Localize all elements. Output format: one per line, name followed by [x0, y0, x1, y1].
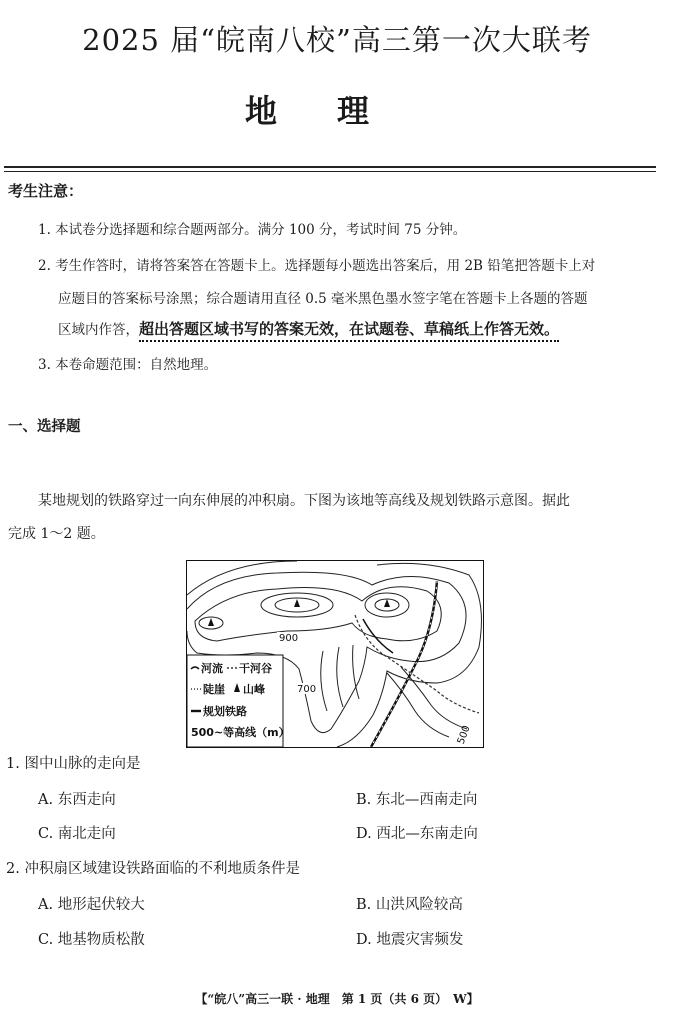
page-footer: 【“皖八”高三一联 · 地理 第 1 页（共 6 页） W】 [195, 992, 479, 1006]
exam-title: 2025 届“皖南八校”高三第一次大联考 [82, 23, 592, 57]
question-2-option-c: C. 地基物质松散 [38, 932, 145, 948]
contour-label-500: 500 [455, 724, 473, 746]
subject-title: 地理 [244, 92, 429, 130]
notice-item-2-line-3-prefix: 区域内作答， [58, 322, 139, 338]
contour-label-700: 700 [297, 684, 317, 695]
notice-item-2-line-1: 2. 考生作答时，请将答案答在答题卡上。选择题每小题选出答案后，用 2B 铅笔把答题卡上对 [38, 258, 596, 274]
question-1-stem: 1. 图中山脉的走向是 [6, 756, 141, 772]
notice-heading: 考生注意： [8, 182, 84, 200]
notice-item-2-line-2: 应题目的答案标号涂黑；综合题请用直径 0.5 毫米黑色墨水签字笔在答题卡上各题的答题 [58, 291, 588, 307]
question-2-option-b: B. 山洪风险较高 [356, 897, 463, 913]
question-2-option-d: D. 地震灾害频发 [356, 932, 464, 948]
notice-item-2-line-3 [58, 318, 559, 339]
legend-railway: 规划铁路 [203, 705, 247, 718]
railway-line [371, 581, 437, 747]
header-rule-top [4, 166, 656, 168]
river-line [363, 619, 393, 653]
legend-cliff: 陡崖 [203, 683, 225, 696]
legend-river: 河流 [201, 662, 223, 675]
contour-line [321, 645, 359, 711]
notice-item-1: 1. 本试卷分选择题和综合题两部分。满分 100 分，考试时间 75 分钟。 [38, 222, 467, 238]
peak-marker [208, 618, 214, 626]
notice-item-3: 3. 本卷命题范围：自然地理。 [38, 357, 218, 373]
header-rule-bottom [4, 171, 656, 172]
legend-contour: 500~等高线（m） [191, 726, 290, 739]
question-1-option-b: B. 东北—西南走向 [356, 792, 478, 808]
peak-marker [294, 599, 300, 607]
legend-dry-valley: 干河谷 [239, 662, 272, 675]
peak-marker [384, 599, 390, 607]
notice-emphasis: 超出答题区域书写的答案无效，在试题卷、草稿纸上作答无效。 [139, 320, 559, 342]
railway-ticks [371, 581, 437, 747]
contour-map [187, 561, 483, 747]
question-1-option-c: C. 南北走向 [38, 826, 116, 842]
legend-peak: 山峰 [243, 683, 265, 696]
passage-line-2: 完成 1～2 题。 [8, 526, 105, 542]
question-1-option-d: D. 西北—东南走向 [356, 826, 478, 842]
contour-map-figure [186, 560, 484, 748]
passage-line-1: 某地规划的铁路穿过一向东伸展的冲积扇。下图为该地等高线及规划铁路示意图。据此 [38, 493, 570, 509]
question-2-option-a: A. 地形起伏较大 [38, 897, 145, 913]
question-2-stem: 2. 冲积扇区域建设铁路面临的不利地质条件是 [6, 861, 300, 877]
section-title: 一、选择题 [8, 419, 81, 435]
dry-valley-line [355, 615, 479, 713]
contour-label-900: 900 [279, 633, 299, 644]
question-1-option-a: A. 东西走向 [38, 792, 116, 808]
